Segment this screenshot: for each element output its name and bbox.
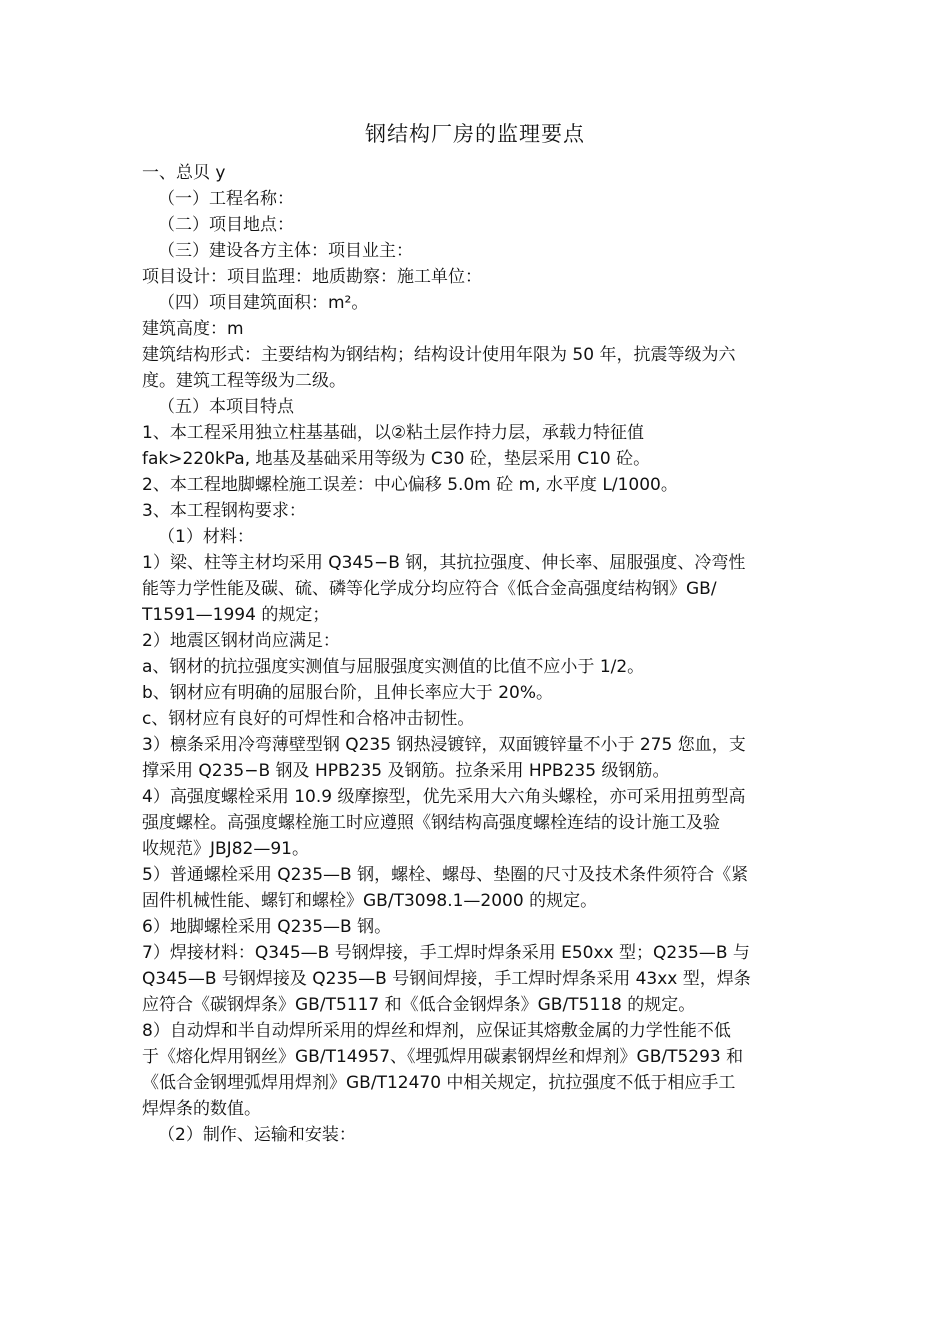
material-item-7: 应符合《碳钢焊条》GB/T5117 和《低合金钢焊条》GB/T5118 的规定。: [142, 995, 696, 1015]
material-item-2b: b、钢材应有明确的屈服台阶，且伸长率应大于 20%。: [142, 683, 553, 703]
subsection-materials: （1）材料：: [158, 527, 254, 547]
material-item-1: 能等力学性能及碳、硫、磷等化学成分均应符合《低合金高强度结构钢》GB/: [142, 579, 717, 599]
material-item-1: T1591—1994 的规定；: [142, 605, 330, 625]
material-item-7: 7）焊接材料：Q345—B 号钢焊接，手工焊时焊条采用 E50xx 型；Q235—B 与: [142, 943, 750, 963]
document-body: [142, 160, 812, 1148]
material-item-8: 《低合金钢埋弧焊用焊剂》GB/T12470 中相关规定，抗拉强度不低于相应手工: [142, 1073, 736, 1093]
page-title: 钢结构厂房的监理要点: [365, 122, 585, 146]
material-item-2a: a、钢材的抗拉强度实测值与屈服强度实测值的比值不应小于 1/2。: [142, 657, 645, 677]
material-item-5: 固件机械性能、螺钉和螺栓》GB/T3098.1—2000 的规定。: [142, 891, 598, 911]
material-item-2: 2）地震区钢材尚应满足：: [142, 631, 340, 651]
material-item-3: 3）檩条采用冷弯薄壁型钢 Q235 钢热浸镀锌，双面镀锌量不小于 275 您血，支: [142, 735, 746, 755]
material-item-6: 6）地脚螺栓采用 Q235—B 钢。: [142, 917, 392, 937]
material-item-3: 撑采用 Q235−B 钢及 HPB235 及钢筋。拉条采用 HPB235 级钢筋。: [142, 761, 670, 781]
parties-list: 项目设计：项目监理：地质勘察：施工单位：: [142, 267, 482, 287]
item-building-area: （四）项目建筑面积：m²。: [158, 293, 369, 313]
subsection-fabrication: （2）制作、运输和安装：: [158, 1125, 356, 1145]
item-parties: （三）建设各方主体：项目业主：: [158, 241, 413, 261]
material-item-2c: c、钢材应有良好的可焊性和合格冲击韧性。: [142, 709, 475, 729]
structure-form-line: 建筑结构形式：主要结构为钢结构；结构设计使用年限为 50 年，抗震等级为六: [142, 345, 736, 365]
section-heading-general: 一、总贝 y: [142, 163, 226, 183]
feature-3-line: 3、本工程钢构要求：: [142, 501, 306, 521]
feature-1-line: fak>220kPa, 地基及基础采用等级为 C30 砼，垫层采用 C10 砼。: [142, 449, 651, 469]
material-item-7: Q345—B 号钢焊接及 Q235—B 号钢间焊接，手工焊时焊条采用 43xx 型，焊条: [142, 969, 751, 989]
material-item-4: 强度螺栓。高强度螺栓施工时应遵照《钢结构高强度螺栓连结的设计施工及验: [142, 813, 720, 833]
material-item-8: 8）自动焊和半自动焊所采用的焊丝和焊剂，应保证其熔敷金属的力学性能不低: [142, 1021, 731, 1041]
feature-2-line: 2、本工程地脚螺栓施工误差：中心偏移 5.0m 砼 m, 水平度 L/1000。: [142, 475, 678, 495]
feature-1-line: 1、本工程采用独立柱基基础，以②粘土层作持力层，承载力特征值: [142, 423, 645, 443]
material-item-1: 1）梁、柱等主材均采用 Q345−B 钢，其抗拉强度、伸长率、屈服强度、冷弯性: [142, 553, 746, 573]
item-project-features: （五）本项目特点: [158, 397, 294, 417]
material-item-4: 收规范》JBJ82—91。: [142, 839, 309, 859]
material-item-8: 于《熔化焊用钢丝》GB/T14957、《埋弧焊用碳素钢焊丝和焊剂》GB/T5293 和: [142, 1047, 744, 1067]
structure-form-line: 度。建筑工程等级为二级。: [142, 371, 346, 391]
material-item-4: 4）高强度螺栓采用 10.9 级摩擦型，优先采用大六角头螺栓，亦可采用扭剪型高: [142, 787, 746, 807]
material-item-8: 焊焊条的数值。: [142, 1099, 261, 1119]
item-project-name: （一）工程名称：: [158, 189, 294, 209]
building-height: 建筑高度：m: [142, 319, 244, 339]
item-project-location: （二）项目地点：: [158, 215, 294, 235]
material-item-5: 5）普通螺栓采用 Q235—B 钢，螺栓、螺母、垫圈的尺寸及技术条件须符合《紧: [142, 865, 749, 885]
